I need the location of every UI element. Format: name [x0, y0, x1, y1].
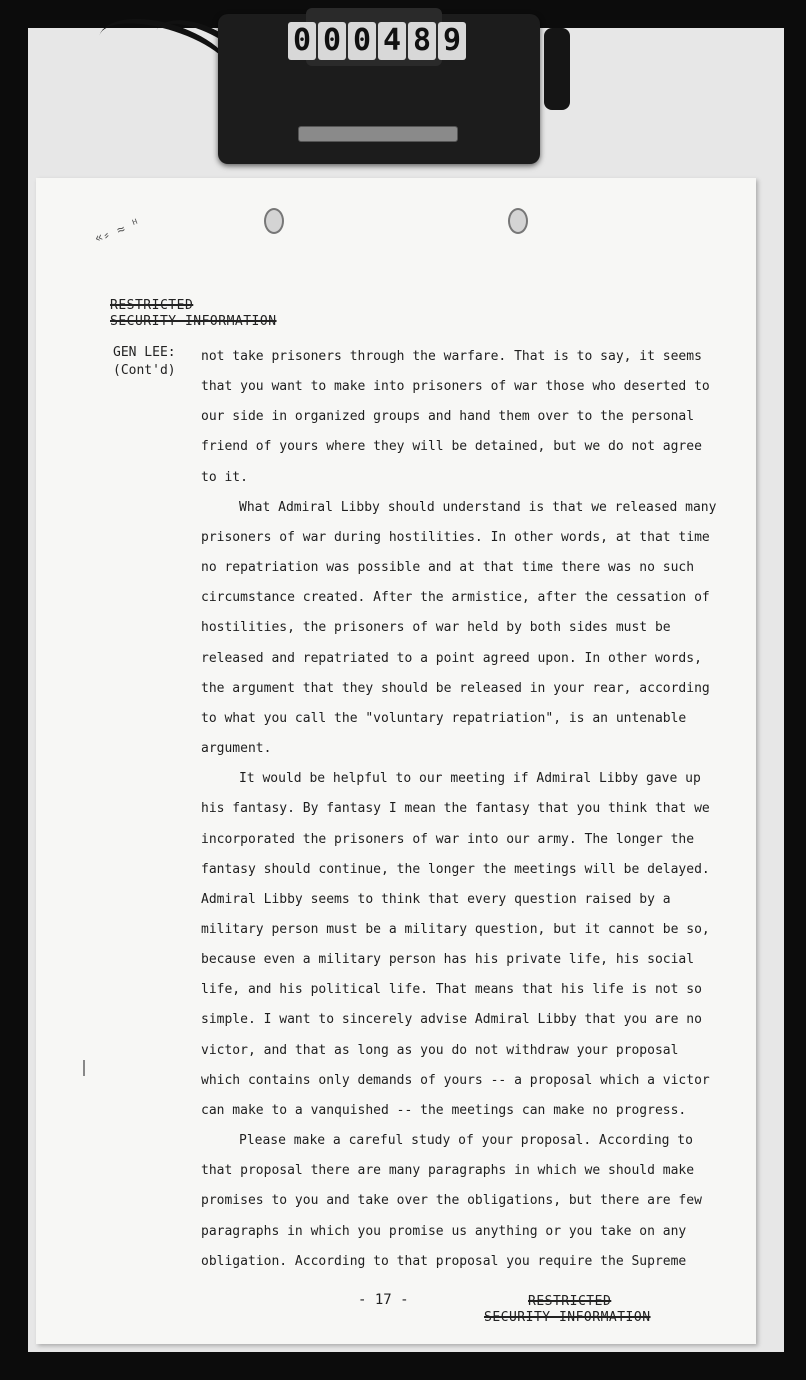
counter-knob — [544, 28, 570, 110]
paragraph: It would be helpful to our meeting if Admiral Libby gave up his fantasy. By fantasy I mean the fantasy that you think that we incorporated the prisoners of war into our army. The longer the fantasy should continue, the longer the meetings will be delayed. Admiral Libby seems to think that every question raised by a military person must be a military question, but it cannot be so, because even a military person has his private life, his social life, and his political life. That means that his life is not so simple. I want to sincerely advise Admiral Libby that you are no victor, and that as long as you do not withdraw your proposal which contains only demands of yours -- a proposal which a victor can make to a vanquished -- the meetings can make no progress. — [201, 771, 710, 1118]
punch-hole-left — [264, 208, 284, 234]
page-number: - 17 - — [358, 1292, 409, 1308]
speaker-label: GEN LEE: (Cont'd) — [113, 345, 176, 378]
counter-digit: 4 — [378, 22, 406, 60]
footer-classification-line-2: SECURITY INFORMATION — [484, 1310, 651, 1325]
margin-mark — [83, 1060, 85, 1076]
footer-classification-line-1: RESTRICTED — [528, 1294, 612, 1309]
punch-hole-right — [508, 208, 528, 234]
document-page — [36, 178, 756, 1344]
paragraph: Please make a careful study of your proposal. According to that proposal there are many paragraphs in which we should make promises to you and take over the obligations, but there are few paragraphs in which you promise us anything or you take on any obligation. According to that proposal you require the Supreme — [201, 1133, 702, 1269]
counter-digit: 0 — [318, 22, 346, 60]
transcript-body — [201, 342, 721, 1277]
paragraph: What Admiral Libby should understand is that we released many prisoners of war during hostilities. In other words, at that time no repatriation was possible and at that time there was no such circumstance created. After the armistice, after the cessation of hostilities, the prisoners of war held by both sides must be released and repatriated to a point agreed upon. In other words, the argument that they should be released in your rear, according to what you call the "voluntary repatriation", is an untenable argument. — [201, 499, 717, 757]
header-classification-line-2: SECURITY INFORMATION — [110, 314, 277, 329]
header-classification-line-1: RESTRICTED — [110, 298, 194, 313]
counter-slot — [298, 126, 458, 142]
counter-digit: 0 — [348, 22, 376, 60]
stray-pencil-marks: «⸗ ≈ ᴴ — [92, 216, 143, 247]
paragraph: not take prisoners through the warfare. That is to say, it seems that you want to make into prisoners of war those who deserted to our side in organized groups and hand them over to the personal friend of yours where they will be detained, but we do not agree to it. — [201, 349, 710, 485]
counter-digit: 9 — [438, 22, 466, 60]
counter-digit: 8 — [408, 22, 436, 60]
frame-counter — [288, 22, 466, 62]
counter-digit: 0 — [288, 22, 316, 60]
